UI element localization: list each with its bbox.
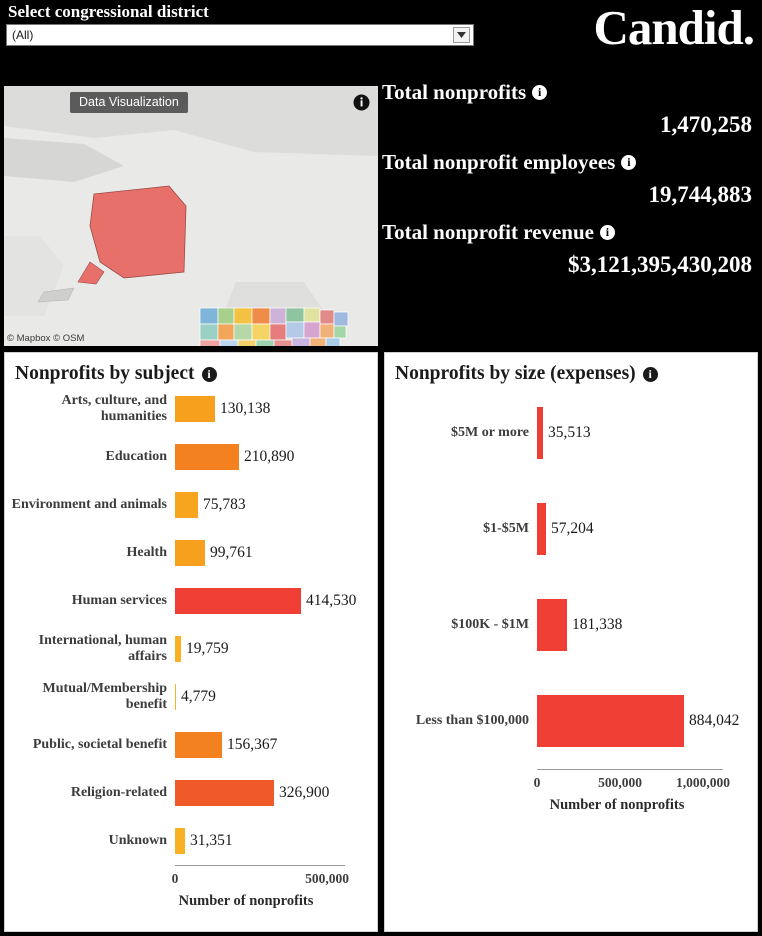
bar-zone [175, 529, 377, 577]
bar-category-label: Health [126, 545, 167, 560]
bar-category-label: Mutual/Membership benefit [42, 681, 167, 712]
kpi-value: 1,470,258 [660, 112, 752, 137]
chevron-down-icon[interactable] [453, 27, 470, 43]
bar-category-label: $100K - $1M [451, 617, 529, 632]
bar-category-label: Public, societal benefit [32, 737, 167, 752]
bar-category-label: Less than $100,000 [415, 713, 529, 728]
bar[interactable] [175, 684, 176, 710]
bar-row[interactable] [5, 673, 377, 721]
chart-title-text: Nonprofits by size (expenses) [395, 363, 636, 384]
bar-zone [175, 817, 377, 865]
bar-value-label: 57,204 [551, 520, 594, 537]
bar[interactable] [175, 780, 274, 806]
bar[interactable] [175, 444, 239, 470]
bar-row[interactable] [5, 721, 377, 769]
x-axis-ticks [5, 867, 377, 889]
bar-row[interactable] [5, 577, 377, 625]
bar[interactable] [537, 695, 684, 747]
bar-row[interactable] [5, 625, 377, 673]
bar-zone [175, 577, 377, 625]
chart-panel-subject [4, 352, 378, 932]
bar-value-label: 75,783 [203, 496, 246, 513]
info-icon[interactable]: i [532, 85, 547, 100]
bar-category-label: $5M or more [450, 425, 529, 440]
bar-row[interactable] [5, 481, 377, 529]
bar-zone [175, 673, 377, 721]
bar[interactable] [537, 407, 543, 459]
chart-panel-size [384, 352, 758, 932]
chart-title-subject [5, 353, 377, 385]
axis-tick: 0 [171, 871, 179, 886]
bar-zone [175, 385, 377, 433]
kpi-value: 19,744,883 [648, 182, 752, 207]
bar-value-label: 181,338 [572, 616, 623, 633]
bar-row[interactable] [5, 817, 377, 865]
bar[interactable] [175, 396, 215, 422]
kpi-label-text: Total nonprofit revenue [382, 220, 594, 244]
info-icon[interactable]: i [643, 367, 658, 382]
bar-zone [537, 673, 757, 769]
bar[interactable] [175, 588, 301, 614]
bar-category-label: $1-$5M [483, 521, 529, 536]
bar-value-label: 35,513 [548, 424, 591, 441]
bar-value-label: 99,761 [210, 544, 253, 561]
district-select-box[interactable] [6, 24, 474, 46]
district-selector[interactable] [6, 2, 476, 46]
map-panel[interactable] [4, 86, 378, 346]
kpi-total-employees [382, 150, 758, 208]
bar-category-label: International, human affairs [38, 633, 167, 664]
top-bar [0, 0, 762, 58]
bar[interactable] [537, 599, 567, 651]
x-axis-ticks [385, 771, 757, 793]
axis-tick: 500,000 [598, 775, 642, 790]
x-axis-line [537, 769, 723, 770]
bar-zone [175, 433, 377, 481]
axis-tick: 0 [533, 775, 541, 790]
info-icon[interactable] [353, 94, 370, 111]
bar[interactable] [175, 540, 205, 566]
bar-category-label: Education [105, 449, 167, 464]
bar-value-label: 4,779 [181, 688, 216, 705]
bar-zone [537, 481, 757, 577]
bar-row[interactable] [385, 385, 757, 481]
x-axis-line [175, 865, 345, 866]
size-bar-chart[interactable] [385, 385, 757, 814]
bar-value-label: 326,900 [279, 784, 330, 801]
bar-row[interactable] [5, 769, 377, 817]
district-select-value: (All) [12, 28, 34, 42]
kpi-panel [382, 70, 758, 346]
bar-value-label: 884,042 [689, 712, 740, 729]
bar-row[interactable] [5, 529, 377, 577]
bar-category-label: Religion-related [70, 785, 167, 800]
kpi-label-text: Total nonprofits [382, 80, 527, 104]
bar-row[interactable] [5, 385, 377, 433]
bar-zone [175, 769, 377, 817]
bar[interactable] [537, 503, 546, 555]
axis-tick: 500,000 [305, 871, 349, 886]
bar[interactable] [175, 492, 198, 518]
brand-logo: Candid. [593, 0, 754, 55]
x-axis-title: Number of nonprofits [178, 893, 314, 909]
map-attribution: © Mapbox © OSM [7, 333, 85, 344]
bar[interactable] [175, 732, 222, 758]
bar-category-label: Human services [71, 593, 167, 608]
us-choropleth-map[interactable] [4, 86, 378, 346]
kpi-value: $3,121,395,430,208 [568, 252, 752, 277]
bar-category-label: Arts, culture, and humanities [61, 393, 167, 424]
axis-tick: 1,000,000 [676, 775, 730, 790]
bar-zone [537, 577, 757, 673]
kpi-total-nonprofits [382, 80, 758, 138]
kpi-total-revenue [382, 220, 758, 278]
chart-title-text: Nonprofits by subject [15, 363, 195, 384]
info-icon[interactable]: i [202, 367, 217, 382]
bar-category-label: Environment and animals [11, 497, 167, 512]
bar[interactable] [175, 828, 185, 854]
info-icon[interactable]: i [600, 225, 615, 240]
bar-zone [175, 481, 377, 529]
map-title: Data Visualization [70, 92, 188, 113]
info-icon[interactable]: i [621, 155, 636, 170]
bar-category-label: Unknown [108, 833, 167, 848]
x-axis-title: Number of nonprofits [549, 797, 685, 813]
bar-row[interactable] [385, 673, 757, 769]
chart-title-size [385, 353, 757, 385]
subject-bar-chart[interactable] [5, 385, 377, 910]
bar-value-label: 19,759 [186, 640, 229, 657]
bar-row[interactable] [385, 577, 757, 673]
bar-value-label: 31,351 [190, 832, 233, 849]
bar-value-label: 210,890 [244, 448, 295, 465]
bar-value-label: 414,530 [306, 592, 357, 609]
bar-zone [175, 721, 377, 769]
district-selector-label: Select congressional district [8, 2, 209, 21]
bar-row[interactable] [385, 481, 757, 577]
bar-zone [537, 385, 757, 481]
bar-zone [175, 625, 377, 673]
bar[interactable] [175, 636, 181, 662]
bar-value-label: 130,138 [220, 400, 271, 417]
bar-row[interactable] [5, 433, 377, 481]
bar-value-label: 156,367 [227, 736, 278, 753]
kpi-label-text: Total nonprofit employees [382, 150, 616, 174]
